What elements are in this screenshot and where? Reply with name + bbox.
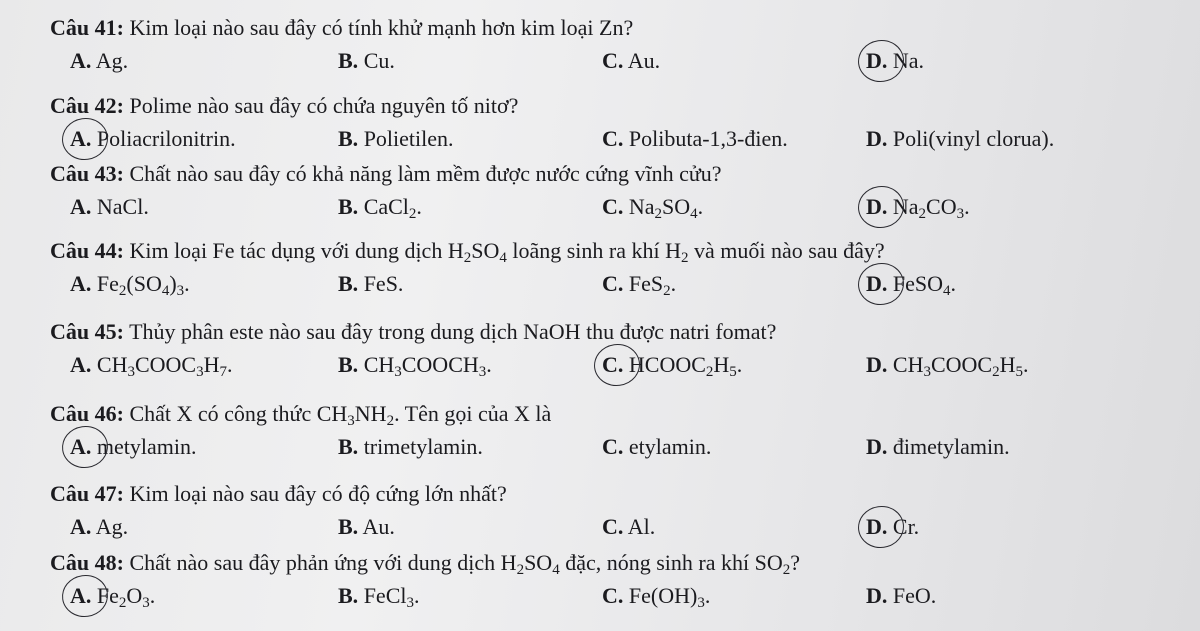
option-a: [70, 582, 155, 610]
option-c: [602, 47, 660, 75]
option-a: [70, 513, 128, 541]
option-text: $Fe_2O_3$.: [96, 583, 156, 611]
option-letter: B.: [338, 194, 359, 219]
option-d: [866, 433, 1010, 461]
question-text: Thủy phân este nào sau đây trong dung dịch NaOH thu được natri fomat?: [129, 319, 777, 344]
question-number: Câu 48:: [50, 550, 124, 575]
question-line: [50, 400, 551, 428]
option-letter: D.: [866, 126, 888, 151]
option-text: Na.: [892, 48, 925, 73]
option-letter: A.: [70, 583, 92, 608]
option-text: Cr.: [892, 514, 920, 539]
option-text: $HCOOC_2H_5$.: [628, 352, 743, 380]
question-number: Câu 41:: [50, 15, 124, 40]
option-d: [866, 513, 919, 541]
question-block: [0, 160, 1200, 240]
option-letter: D.: [866, 48, 888, 73]
question-block: [0, 318, 1200, 398]
question-line: [50, 549, 800, 577]
option-letter: A.: [70, 194, 92, 219]
option-letter: A.: [70, 514, 92, 539]
option-d: [866, 270, 956, 298]
option-letter: C.: [602, 434, 624, 459]
option-text: FeS.: [363, 271, 404, 296]
option-letter: D.: [866, 271, 888, 296]
option-text: Au.: [627, 48, 661, 73]
option-text: Poliacrilonitrin.: [96, 126, 236, 151]
option-letter: A.: [70, 126, 92, 151]
option-b: [338, 351, 492, 379]
option-letter: A.: [70, 271, 92, 296]
option-text: $CH_3COOC_3H_7$.: [96, 352, 233, 380]
option-text: FeSO$_4$.: [892, 271, 957, 299]
option-c: [602, 193, 703, 221]
option-d: [866, 47, 924, 75]
option-d: [866, 193, 970, 221]
question-text: Chất nào sau đây có khả năng làm mềm được nước cứng vĩnh cửu?: [129, 161, 722, 186]
option-letter: C.: [602, 352, 624, 377]
question-number: Câu 43:: [50, 161, 124, 186]
option-text: $CH_3COOC_2H_5$.: [892, 352, 1029, 380]
option-c: [602, 351, 742, 379]
option-letter: D.: [866, 352, 888, 377]
option-letter: D.: [866, 514, 888, 539]
option-b: [338, 270, 403, 298]
option-text: $Fe_2(SO_4)_3$.: [96, 271, 190, 299]
question-line: [50, 92, 518, 120]
option-letter: C.: [602, 271, 624, 296]
option-text: đimetylamin.: [892, 434, 1010, 459]
option-b: [338, 582, 419, 610]
option-text: Al.: [627, 514, 656, 539]
option-text: FeCl$_3$.: [363, 583, 420, 611]
question-number: Câu 47:: [50, 481, 124, 506]
option-c: [602, 582, 710, 610]
question-block: [0, 549, 1200, 629]
option-letter: C.: [602, 514, 624, 539]
question-line: [50, 14, 633, 42]
option-text: NaCl.: [96, 194, 149, 219]
question-number: Câu 46:: [50, 401, 124, 426]
option-text: Cu.: [363, 48, 395, 73]
option-a: [70, 270, 190, 298]
option-text: FeS$_2$.: [628, 271, 677, 299]
option-text: FeO.: [892, 583, 937, 608]
option-letter: B.: [338, 352, 359, 377]
question-block: [0, 480, 1200, 560]
option-text: $CH_3COOCH_3$.: [363, 352, 492, 380]
option-c: [602, 270, 676, 298]
option-c: [602, 125, 788, 153]
question-text: Kim loại nào sau đây có độ cứng lớn nhất?: [129, 481, 507, 506]
question-line: [50, 237, 885, 265]
option-b: [338, 47, 395, 75]
option-letter: B.: [338, 126, 359, 151]
option-a: [70, 47, 128, 75]
option-d: [866, 125, 1054, 153]
option-letter: C.: [602, 48, 624, 73]
option-a: [70, 125, 236, 153]
option-text: Polibuta-1,3-đien.: [628, 126, 788, 151]
option-text: Au.: [362, 514, 395, 539]
option-letter: D.: [866, 434, 888, 459]
option-letter: A.: [70, 352, 92, 377]
question-text: Polime nào sau đây có chứa nguyên tố nitơ?: [129, 93, 519, 118]
option-a: [70, 433, 196, 461]
option-letter: B.: [338, 514, 359, 539]
question-number: Câu 45:: [50, 319, 124, 344]
option-text: trimetylamin.: [363, 434, 483, 459]
option-letter: C.: [602, 583, 624, 608]
option-letter: C.: [602, 194, 624, 219]
option-text: Poli(vinyl clorua).: [892, 126, 1055, 151]
option-letter: D.: [866, 194, 888, 219]
option-c: [602, 433, 711, 461]
option-text: $Na_2CO_3$.: [892, 194, 970, 222]
option-a: [70, 351, 232, 379]
option-letter: B.: [338, 271, 359, 296]
option-a: [70, 193, 149, 221]
question-block: [0, 14, 1200, 94]
question-number: Câu 42:: [50, 93, 124, 118]
option-text: metylamin.: [96, 434, 197, 459]
question-text: Kim loại Fe tác dụng với dung dịch $H_2SO_4$ loãng sinh ra khí $H_2$ và muối nào sau đây?: [129, 238, 885, 266]
option-letter: B.: [338, 434, 359, 459]
option-text: $Na_2SO_4$.: [628, 194, 704, 222]
question-line: [50, 160, 722, 188]
question-text: Chất X có công thức $CH_3NH_2$. Tên gọi của X là: [129, 401, 552, 429]
question-text: Chất nào sau đây phản ứng với dung dịch $H_2SO_4$ đặc, nóng sinh ra khí $SO_2$?: [129, 550, 800, 578]
question-line: [50, 318, 776, 346]
option-text: etylamin.: [628, 434, 712, 459]
option-letter: B.: [338, 48, 359, 73]
option-letter: A.: [70, 48, 92, 73]
option-text: Ag.: [95, 48, 129, 73]
option-letter: D.: [866, 583, 888, 608]
option-letter: A.: [70, 434, 92, 459]
question-line: [50, 480, 507, 508]
option-b: [338, 433, 483, 461]
option-text: Ag.: [95, 514, 129, 539]
question-block: [0, 400, 1200, 480]
option-d: [866, 351, 1028, 379]
option-text: Polietilen.: [363, 126, 454, 151]
option-b: [338, 193, 422, 221]
question-text: Kim loại nào sau đây có tính khử mạnh hơn kim loại Zn?: [129, 15, 634, 40]
option-c: [602, 513, 655, 541]
option-b: [338, 513, 395, 541]
option-letter: B.: [338, 583, 359, 608]
question-block: [0, 237, 1200, 317]
option-text: CaCl$_2$.: [363, 194, 422, 222]
option-b: [338, 125, 454, 153]
option-letter: C.: [602, 126, 624, 151]
option-text: $Fe(OH)_3$.: [628, 583, 711, 611]
question-number: Câu 44:: [50, 238, 124, 263]
option-d: [866, 582, 936, 610]
